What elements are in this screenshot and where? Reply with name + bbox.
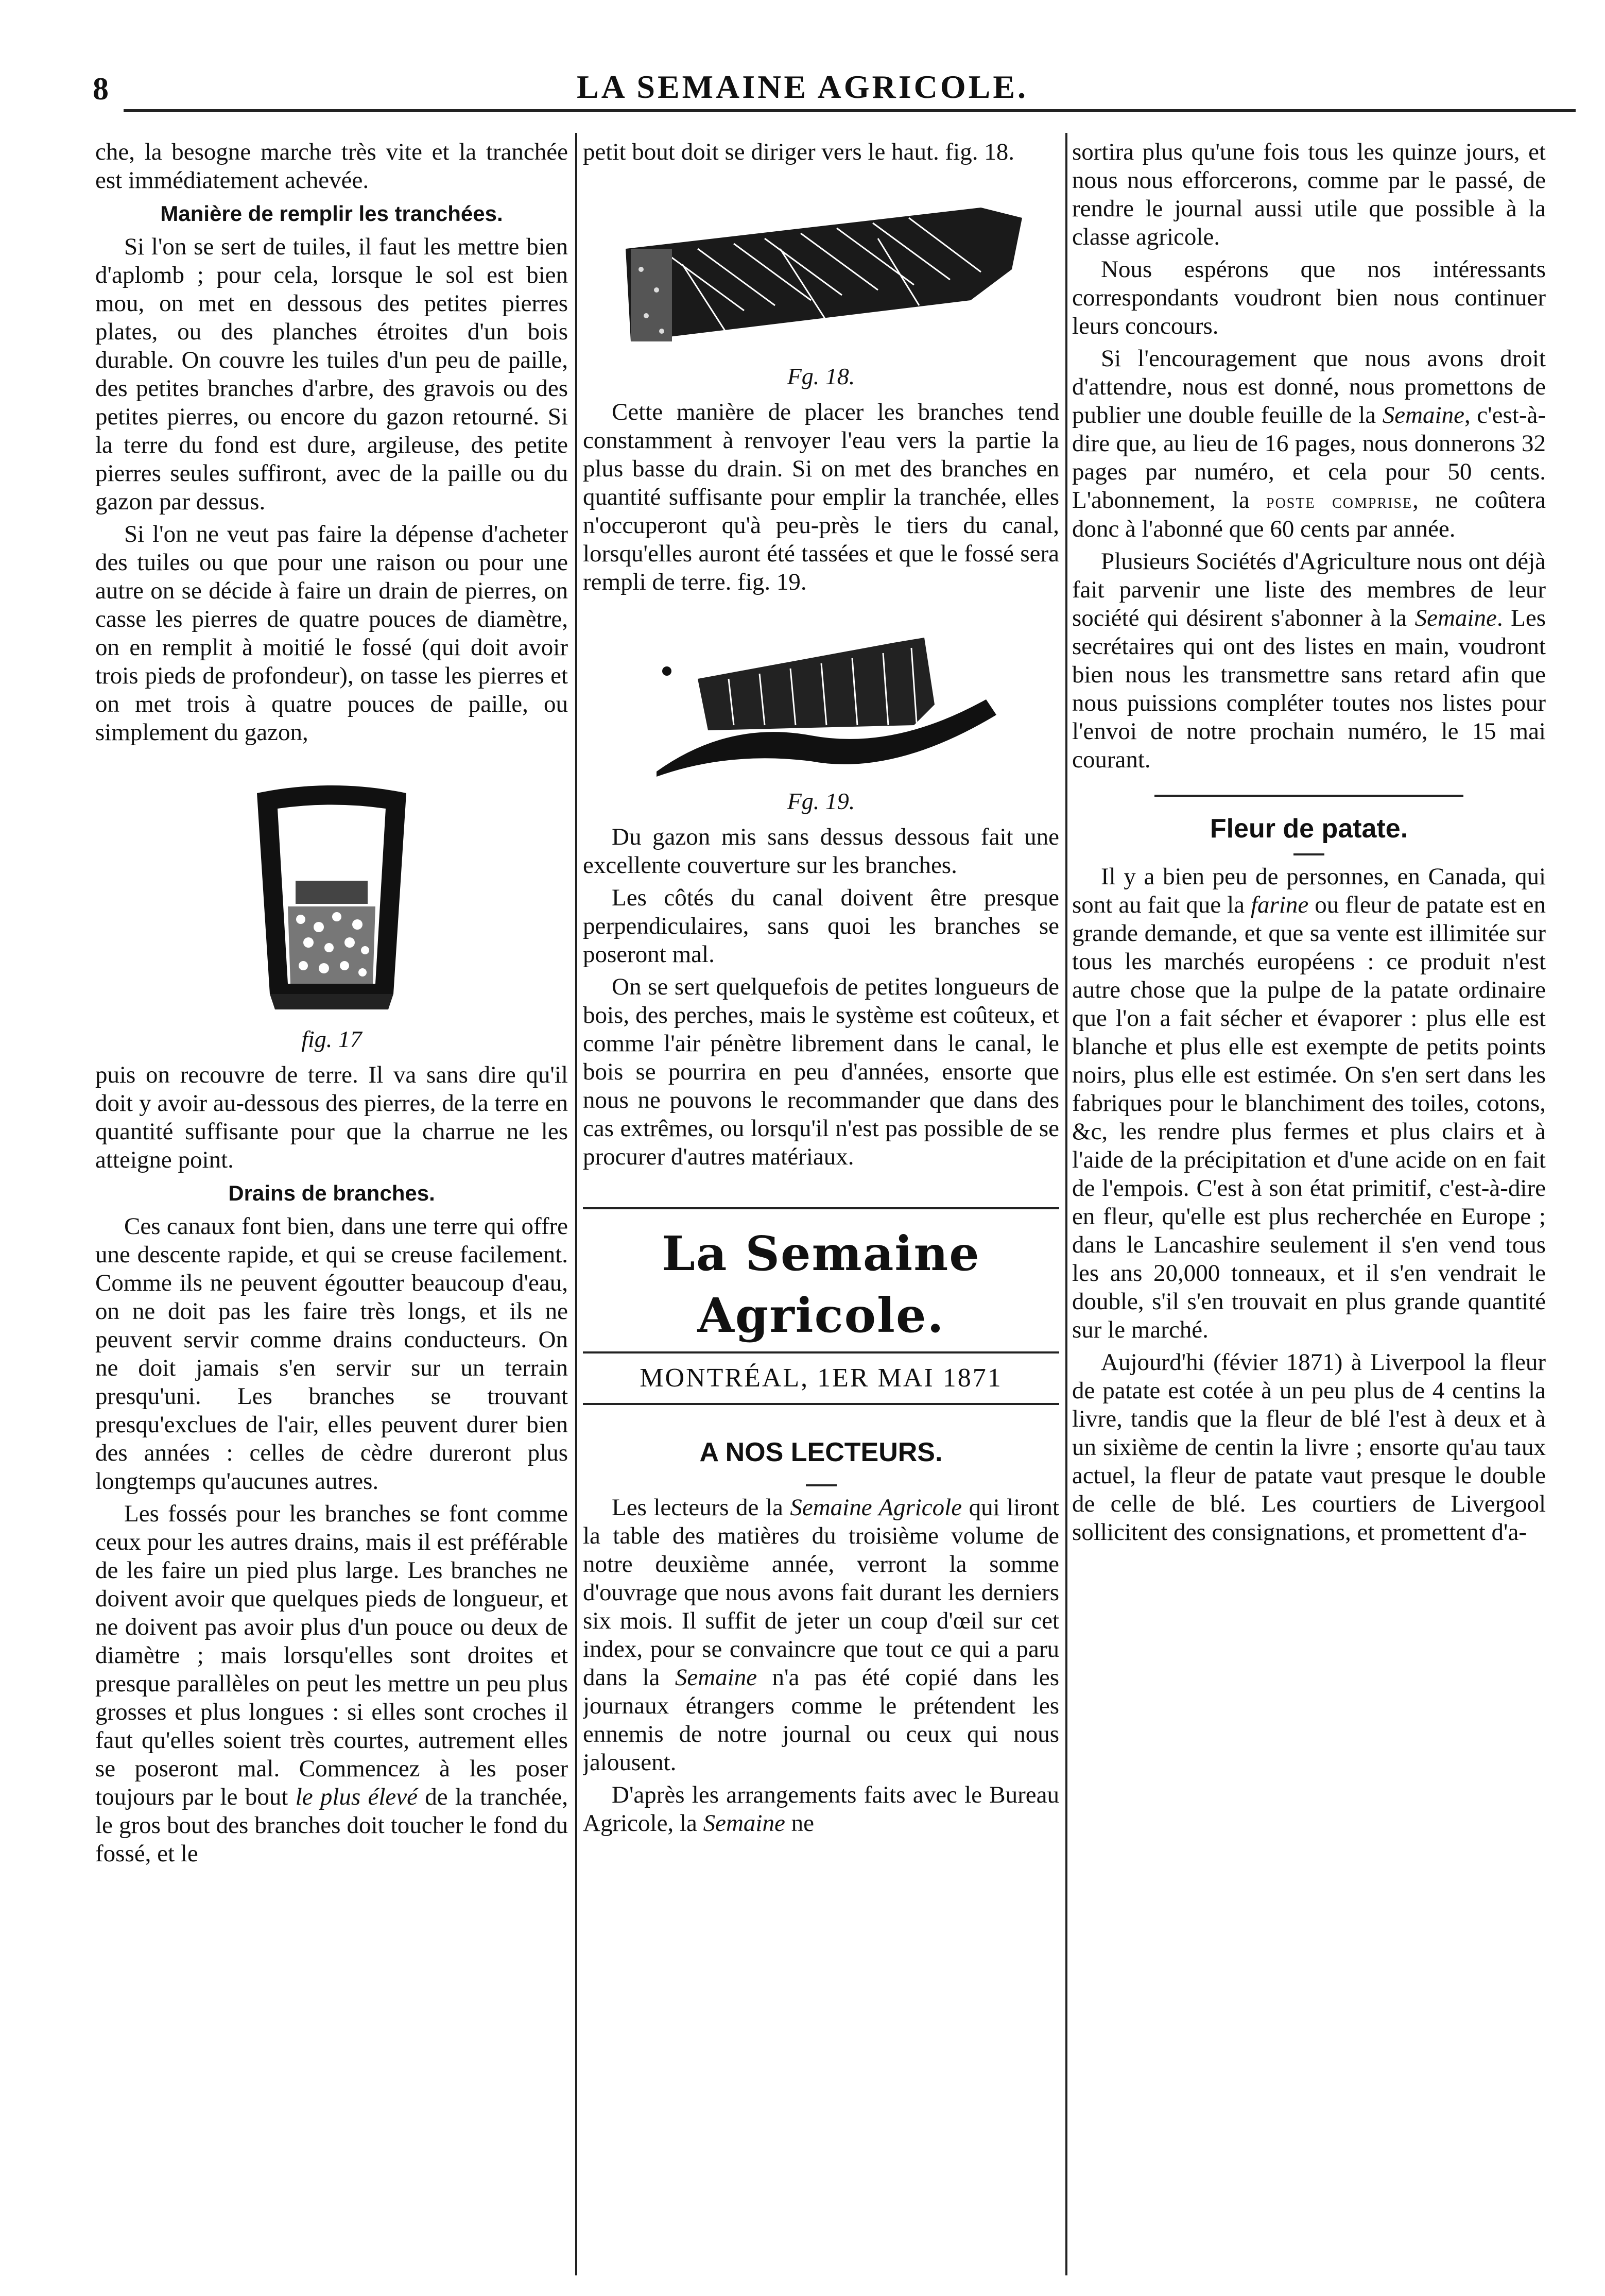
column-rule-left (575, 133, 577, 2275)
paragraph: Du gazon mis sans dessus dessous fait une excellente couverture sur les branches. (583, 824, 1059, 879)
paragraph: sortira plus qu'une fois tous les quinze jours, et nous nous efforcerons, comme par le passé, de rendre le journal aussi utile que possible à la classe agricole. (1072, 139, 1546, 250)
dateline: MONTRÉAL, 1ER MAI 1871 (640, 1363, 1003, 1393)
emphasis: Semaine (703, 1810, 785, 1837)
masthead: La Semaine Agricole. (662, 1226, 980, 1343)
text-run: , ne coûtera donc à l'abonné que 60 cents par année. (1072, 487, 1546, 542)
rule (583, 1403, 1059, 1405)
emphasis: Semaine (675, 1664, 757, 1691)
paragraph (95, 1500, 568, 1868)
section-heading-fleur: Fleur de patate. (1210, 814, 1408, 844)
text-run: Il y a bien peu de personnes, en Canada, qui sont au fait que la (1072, 863, 1546, 918)
text-run: Si l'encouragement que nous avons droit d'attendre, nous est donné, nous promettons de publier une double feuille de la (1072, 345, 1546, 429)
text-run: . Les secrétaires qui ont des listes en main, voudront bien nous les transmettre sans retard afin que nous puissions compléter toutes nos listes pour l'envoi de notre prochain numéro, le 15 mai courant. (1072, 605, 1546, 773)
text-run: ne (785, 1810, 814, 1837)
paragraph (583, 1781, 1059, 1838)
emphasis: farine (1251, 892, 1309, 918)
paragraph: Si l'on se sert de tuiles, il faut les mettre bien d'aplomb ; pour cela, lorsque le sol est bien mou, on met en dessous des petites pierres plates, ou des planches étroites d'un bois durable. On couvre les tuiles d'un peu de paille, des petites branches d'arbre, des gravois ou des petites pierres, ou encore du gazon retourné. Si la terre du fond est dure, argileuse, des petite pierres seules suffiront, avec de la paille ou du gazon par dessus. (95, 233, 568, 515)
text-run: qui liront la table des matières du troisième volume de notre deuxième année, verront la somme d'ouvrage que nous avons fait durant les derniers six mois. Il suffit de jeter un coup d'œil sur cet index, pour se convaincre que tout ce qui a paru dans la (583, 1494, 1059, 1691)
figure-18-branch-drain-illustration (610, 187, 1032, 357)
column-rule-right (1065, 133, 1067, 2275)
section-heading-lecteurs: A NOS LECTEURS. (699, 1437, 943, 1467)
text-run: de la tranchée, le gros bout des branches doit toucher le fond du fossé, et le (95, 1784, 568, 1867)
paragraph: Les côtés du canal doivent être presque perpendiculaires, sans quoi les branches se poseront mal. (583, 884, 1059, 968)
rule (583, 1351, 1059, 1353)
figure-17-trench-illustration (249, 778, 414, 1020)
paragraph: che, la besogne marche très vite et la tranchée est immédiatement achevée. (95, 139, 568, 194)
header-rule (124, 109, 1576, 112)
emphasis: Semaine Agricole (790, 1494, 962, 1521)
column-2 (583, 138, 1059, 2291)
paragraph (1072, 345, 1546, 543)
paragraph (583, 1494, 1059, 1777)
paragraph: Aujourd'hi (févier 1871) à Liverpool la fleur de patate est cotée à un peu plus de 4 centins la livre, tandis que la fleur de blé l'est à deux et à un sixième de centin la livre ; ensorte qu'au taux actuel, la fleur de patate vaut presque le double de celle de blé. Les courtiers de Livergool sollicitent des consignations, et promettent d'a- (1072, 1349, 1546, 1546)
column-3 (1072, 138, 1546, 2291)
text-run: Les fossés pour les branches se font comme ceux pour les autres drains, mais il est préférable de les faire un pied plus large. Les branches ne doivent avoir que quelques pieds de longueur, et ne doivent pas avoir plus d'un pouce ou deux de diamètre ; mais lorsqu'elles sont droites et presque parallèles on peut les mettre un peu plus grosses et plus longues : si elles sont croches il faut qu'elles soient très courtes, autrement elles se poseront mal. Commencez à les poser toujours par le bout (95, 1500, 568, 1810)
divider-dash (1293, 853, 1324, 855)
rule (583, 1207, 1059, 1209)
figure-17-caption: fig. 17 (301, 1026, 362, 1052)
paragraph: Si l'on ne veut pas faire la dépense d'acheter des tuiles ou que pour une raison ou pour une autre on se décide à faire un drain de pierres, on casse les pierres de quatre pouces de diamètre, on en remplit à moitié le fossé (qui doit avoir trois pieds de profondeur), on tasse les pierres et on met trois à quatre pouces de paille, ou simplement du gazon, (95, 521, 568, 746)
text-run: ou fleur de patate est en grande demande, et que sa vente est illimitée sur tous les marchés européens : ce produit n'est autre chose que la pulpe de la patate ordinaire que l'on a fait sécher et évaporer : plus elle est blanche et plus elle est exempte de petits points noirs, plus elle est estimée. On s'en sert dans les fabriques pour le blanchiment des toiles, cotons, &c, les rendre plus fermes et plus clairs et à l'aide de la précipitation et d'une acide on en fait de l'empois. C'est à son état primitif, c'est-à-dire en fleur, qu'elle est plus recherchée en Europe ; dans le Lancashire seulement il s'en vend tous les ans 20,000 tonneaux, et il s'en vendrait le double, s'il s'en trouvait en plus grande quantité sur le marché. (1072, 892, 1546, 1343)
text-run: Plusieurs Sociétés d'Agriculture nous ont déjà fait parvenir une liste des membres de leur société qui désirent s'abonner à la (1072, 548, 1546, 631)
text-run: D'après les arrangements faits avec le Bureau Agricole, la (583, 1781, 1059, 1837)
paragraph: puis on recouvre de terre. Il va sans dire qu'il doit y avoir au-dessous des pierres, de la terre en quantité suffisante pour que la charrue ne les atteigne point. (95, 1061, 568, 1173)
column-1 (95, 138, 568, 2291)
figure-18-caption: Fg. 18. (787, 363, 855, 389)
text-run: , c'est-à-dire que, au lieu de 16 pages, nous donnerons 32 pages par numéro, et cela pour 50 cents. L'abonnement, la (1072, 402, 1546, 513)
paragraph: Ces canaux font bien, dans une terre qui offre une descente rapide, et qui se creuse facilement. Comme ils ne peuvent égoutter beaucoup d'eau, on ne doit pas les faire très longs, et ils ne peuvent servir comme drains conducteurs. On ne doit jamais s'en servir sur un terrain presqu'uni. Les branches se trouvant presqu'exclues de l'air, elles peuvent durer bien des années : celles de cèdre dureront plus longtemps qu'aucunes autres. (95, 1213, 568, 1495)
emphasis: Semaine (1414, 605, 1497, 631)
paragraph: Nous espérons que nos intéressants correspondants voudront bien nous continuer leurs concours. (1072, 256, 1546, 339)
running-title: LA SEMAINE AGRICOLE. (576, 68, 1029, 105)
text-run: n'a pas été copié dans les journaux étrangers comme le prétendent les ennemis de notre journal ou ceux qui nous jalousent. (583, 1664, 1059, 1776)
divider-dash (806, 1484, 837, 1486)
page-number: 8 (93, 72, 109, 107)
paragraph: Cette manière de placer les branches tend constamment à renvoyer l'eau vers la partie la plus basse du drain. Si on met des branches en quantité suffisante pour emplir la tranchée, elles n'occuperont qu'à peu-près le tiers du canal, lorsqu'elles auront été tassées et que le fossé sera rempli de terre. fig. 19. (583, 399, 1059, 595)
small-caps-text: poste comprise (1266, 489, 1413, 512)
figure-19-caption: Fg. 19. (787, 788, 855, 814)
emphasis: le plus élevé (295, 1784, 418, 1810)
text-run: Les lecteurs de la (612, 1494, 790, 1521)
paragraph (1072, 863, 1546, 1344)
paragraph (1072, 547, 1546, 774)
emphasis: Semaine (1382, 402, 1464, 429)
paragraph: On se sert quelquefois de petites longueurs de bois, des perches, mais le système est coûteux, et comme l'air pénètre librement dans le canal, le bois se pourrira en peu d'années, ensorte que nous ne pouvons le recommander que dans des cas extrêmes, ou lorsqu'il n'est pas possible de se procurer d'autres matériaux. (583, 973, 1059, 1170)
section-heading-remplir: Manière de remplir les tranchées. (160, 201, 503, 226)
paragraph: petit bout doit se diriger vers le haut. fig. 18. (583, 139, 1014, 165)
figure-19-covered-drain-illustration (626, 622, 1017, 782)
section-heading-branches: Drains de branches. (228, 1181, 435, 1205)
section-divider (1154, 795, 1463, 797)
